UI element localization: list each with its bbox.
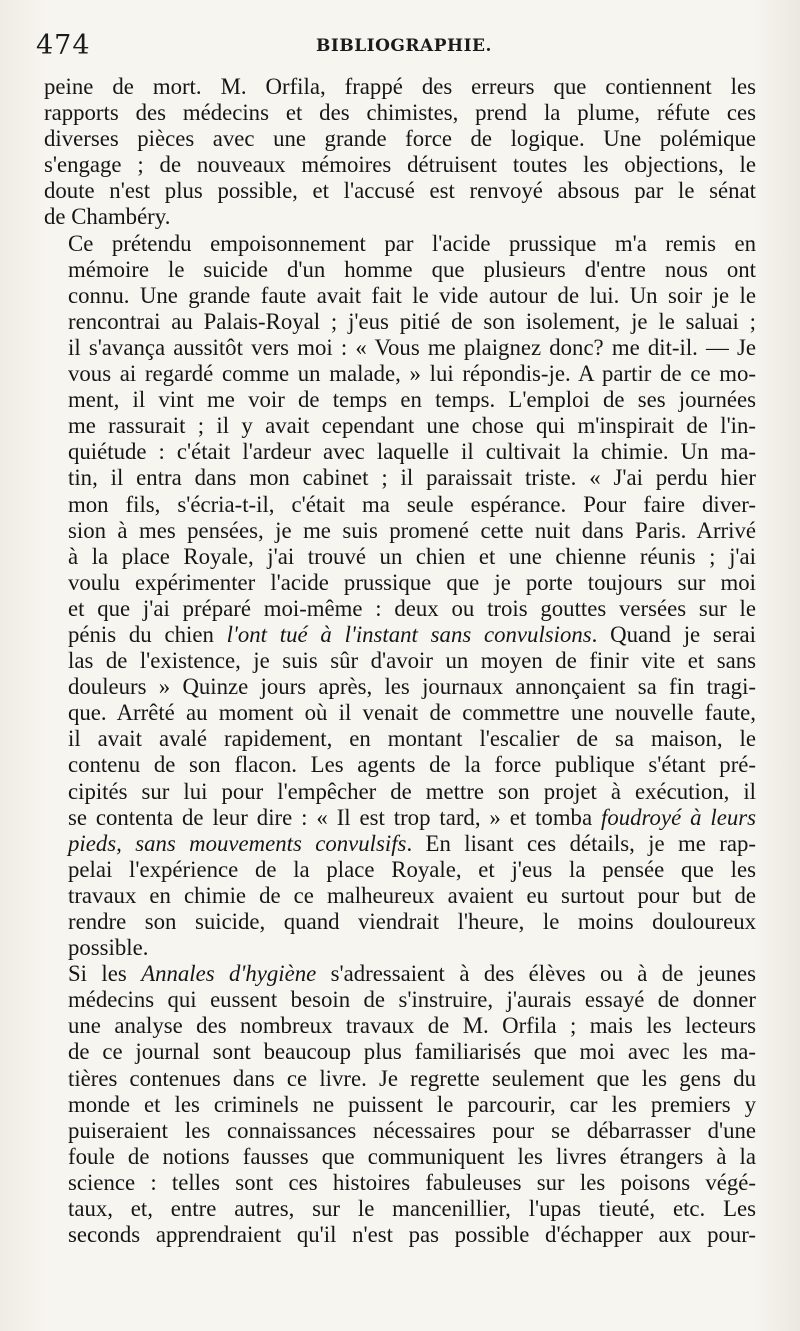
- text-line: mon fils, s'écria-t-il, c'était ma seule espérance. Pour faire diver-: [68, 491, 756, 517]
- text-line: pelai l'expérience de la place Royale, et j'eus la pensée que les: [68, 856, 756, 882]
- text-line: douleurs » Quinze jours après, les journaux annonçaient sa fin tragi-: [68, 674, 756, 700]
- text-line: taux, et, entre autres, sur le mancenillier, l'upas tieuté, etc. Les: [68, 1196, 756, 1222]
- text-line: diverses pièces avec une grande force de logique. Une polémique: [44, 126, 756, 152]
- text-line-italic: [44, 805, 756, 831]
- text-run: . En lisant ces détails, je me rap-: [406, 830, 756, 856]
- text-line: sion à mes pensées, je me suis promené cette nuit dans Paris. Arrivé: [68, 517, 756, 543]
- text-line-italic: [44, 831, 756, 857]
- text-line: cipités sur lui pour l'empêcher de mettre son projet à exécution, il: [68, 778, 756, 804]
- italic-run: l'ont tué à l'instant sans convulsions: [226, 621, 592, 647]
- text-line: monde et les criminels ne puissent le parcourir, car les premiers y: [68, 1091, 756, 1117]
- text-line: science : telles sont ces histoires fabuleuses sur les poisons végé-: [68, 1169, 756, 1195]
- text-line: puiseraient les connaissances nécessaires pour se débarrasser d'une: [68, 1117, 756, 1143]
- running-head: BIBLIOGRAPHIE.: [316, 36, 492, 56]
- text-run: s'adressaient à des élèves ou à de jeunes: [316, 961, 756, 987]
- text-line: seconds apprendraient qu'il n'est pas possible d'échapper aux pour-: [68, 1222, 756, 1248]
- text-line: rendre son suicide, quand viendrait l'heure, le moins douloureux: [68, 909, 756, 934]
- page-header: [36, 30, 766, 66]
- text-line: quiétude : c'était l'ardeur avec laquelle il cultivait la chimie. Un ma-: [68, 439, 756, 465]
- italic-run: Annales d'hygiène: [141, 961, 317, 987]
- text-line: médecins qui eussent besoin de s'instruire, j'aurais essayé de donner: [68, 987, 756, 1013]
- text-line: peine de mort. M. Orfila, frappé des erreurs que contiennent les: [44, 74, 756, 99]
- text-line: que. Arrêté au moment où il venait de commettre une nouvelle faute,: [68, 700, 756, 726]
- text-run: pénis du chien: [68, 621, 227, 647]
- text-line: tin, il entra dans mon cabinet ; il paraissait triste. « J'ai perdu hier: [68, 465, 756, 491]
- paragraph-3: [44, 961, 756, 1248]
- text-line: contenu de son flacon. Les agents de la force publique s'étant pré-: [68, 752, 756, 778]
- text-line: il s'avança aussitôt vers moi : « Vous me plaignez donc? me dit-il. — Je: [68, 334, 756, 360]
- text-line: las de l'existence, je suis sûr d'avoir un moyen de finir vite et sans: [68, 648, 756, 674]
- text-line: ment, il vint me voir de temps en temps. L'emploi de ses journées: [68, 387, 756, 413]
- text-line: connu. Une grande faute avait fait le vide autour de lui. Un soir je le: [68, 282, 756, 308]
- italic-run: foudroyé à leurs: [601, 804, 756, 830]
- text-line: vous ai regardé comme un malade, » lui répondis-je. A partir de ce mo-: [68, 361, 756, 387]
- text-line-italic: [44, 961, 756, 987]
- page-number: 474: [36, 30, 91, 61]
- paragraph-2: [44, 231, 756, 962]
- text-run: . Quand je serai: [591, 621, 756, 647]
- text-line: possible.: [68, 935, 149, 961]
- text-line-italic: [44, 622, 756, 648]
- text-line: une analyse des nombreux travaux de M. Orfila ; mais les lecteurs: [68, 1013, 756, 1039]
- paragraph-1: [44, 74, 756, 231]
- text-line: il avait avalé rapidement, en montant l'escalier de sa maison, le: [68, 726, 756, 752]
- text-line: me rassurait ; il y avait cependant une chose qui m'inspirait de l'in-: [68, 413, 756, 439]
- text-line: rapports des médecins et des chimistes, prend la plume, réfute ces: [44, 100, 756, 126]
- text-line: travaux en chimie de ce malheureux avaient eu surtout pour but de: [68, 882, 756, 908]
- text-line: de ce journal sont beaucoup plus familiarisés que moi avec les ma-: [68, 1039, 756, 1065]
- text-line: foule de notions fausses que communiquent les livres étrangers à la: [68, 1143, 756, 1169]
- text-line: mémoire le suicide d'un homme que plusieurs d'entre nous ont: [68, 256, 756, 282]
- text-line: voulu expérimenter l'acide prussique que je porte toujours sur moi: [68, 569, 756, 595]
- text-run: Si les: [68, 961, 142, 987]
- text-line: à la place Royale, j'ai trouvé un chien et une chienne réunis ; j'ai: [68, 543, 756, 569]
- text-line: tières contenues dans ce livre. Je regrette seulement que les gens du: [68, 1065, 756, 1091]
- text-line: de Chambéry.: [44, 204, 171, 230]
- text-line: et que j'ai préparé moi-même : deux ou trois gouttes versées sur le: [68, 595, 756, 621]
- italic-run: pieds, sans mouvements convulsifs: [68, 830, 407, 856]
- text-line: doute n'est plus possible, et l'accusé est renvoyé absous par le sénat: [44, 178, 756, 204]
- body-text: [44, 74, 756, 1248]
- text-line: s'engage ; de nouveaux mémoires détruisent toutes les objections, le: [44, 152, 756, 178]
- text-line: Ce prétendu empoisonnement par l'acide prussique m'a remis en: [68, 230, 756, 256]
- text-run: se contenta de leur dire : « Il est trop tard, » et tomba: [68, 804, 601, 830]
- text-line: rencontrai au Palais-Royal ; j'eus pitié de son isolement, je le saluai ;: [68, 308, 756, 334]
